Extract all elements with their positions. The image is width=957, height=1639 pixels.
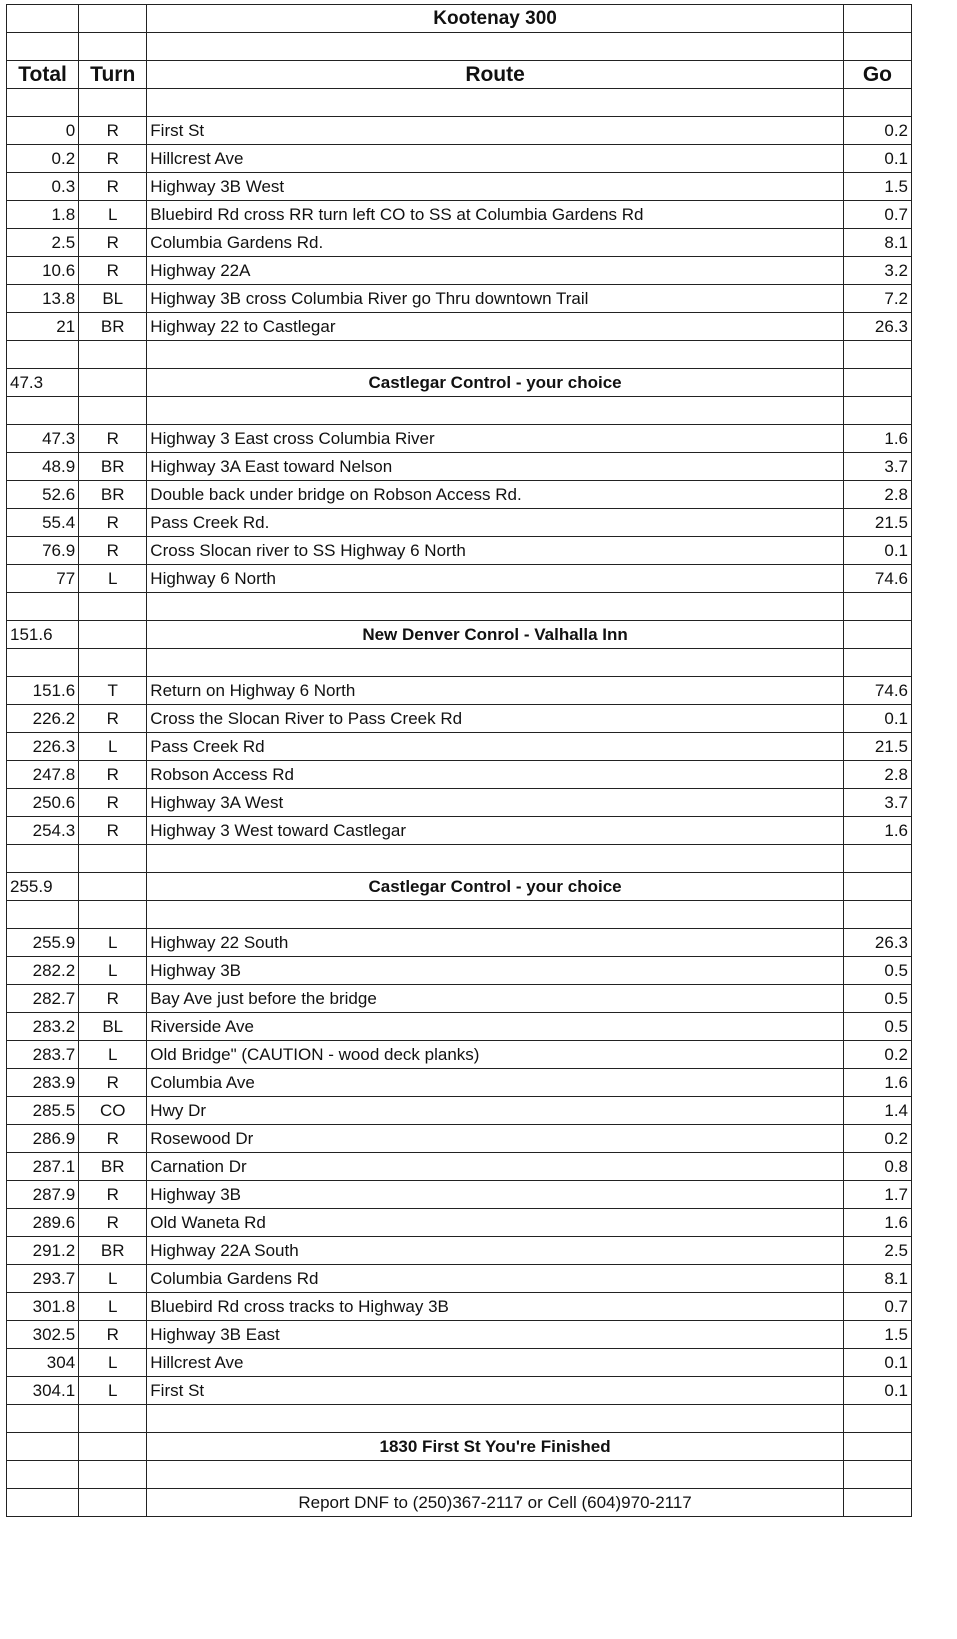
empty-cell [147,397,844,425]
spacer-row [7,1461,912,1489]
leg-distance: 74.6 [843,677,911,705]
cue-row [7,453,912,481]
control-name: 1830 First St You're Finished [147,1433,844,1461]
route-instruction: Highway 22 to Castlegar [147,313,844,341]
total-distance: 255.9 [7,929,79,957]
leg-distance: 0.1 [843,1349,911,1377]
cue-row [7,481,912,509]
total-distance: 254.3 [7,817,79,845]
cue-row [7,425,912,453]
cue-row [7,1153,912,1181]
empty-cell [147,1405,844,1433]
leg-distance: 0.7 [843,1293,911,1321]
turn-direction: L [79,201,147,229]
total-distance: 13.8 [7,285,79,313]
empty-cell [7,341,79,369]
cue-sheet-body [7,5,912,1517]
control-row [7,1433,912,1461]
empty-cell [843,649,911,677]
leg-distance: 1.7 [843,1181,911,1209]
leg-distance: 0.1 [843,705,911,733]
total-distance: 287.1 [7,1153,79,1181]
route-instruction: Highway 3B cross Columbia River go Thru downtown Trail [147,285,844,313]
total-distance: 76.9 [7,537,79,565]
total-distance: 10.6 [7,257,79,285]
total-distance: 304.1 [7,1377,79,1405]
header-row [7,61,912,89]
empty-cell [843,1433,911,1461]
cue-row [7,1321,912,1349]
route-instruction: Columbia Ave [147,1069,844,1097]
empty-cell [7,33,79,61]
cue-row [7,1069,912,1097]
leg-distance: 0.1 [843,1377,911,1405]
empty-cell [79,1433,147,1461]
route-instruction: Columbia Gardens Rd. [147,229,844,257]
empty-cell [843,33,911,61]
cue-row [7,565,912,593]
cue-row [7,229,912,257]
turn-direction: R [79,117,147,145]
route-instruction: First St [147,117,844,145]
cue-row [7,257,912,285]
empty-cell [147,1461,844,1489]
spacer-row [7,593,912,621]
cue-row [7,1293,912,1321]
leg-distance: 8.1 [843,229,911,257]
empty-cell [79,33,147,61]
route-instruction: Hwy Dr [147,1097,844,1125]
leg-distance: 8.1 [843,1265,911,1293]
cue-row [7,733,912,761]
route-instruction: Rosewood Dr [147,1125,844,1153]
total-distance: 282.7 [7,985,79,1013]
leg-distance: 1.6 [843,425,911,453]
cue-row [7,957,912,985]
empty-cell [843,1489,911,1517]
total-distance: 287.9 [7,1181,79,1209]
route-instruction: Robson Access Rd [147,761,844,789]
total-distance: 304 [7,1349,79,1377]
empty-cell [147,593,844,621]
total-distance: 151.6 [7,677,79,705]
empty-cell [147,89,844,117]
total-distance: 1.8 [7,201,79,229]
route-instruction: Riverside Ave [147,1013,844,1041]
empty-cell [7,1489,79,1517]
empty-cell [843,621,911,649]
turn-direction: R [79,1069,147,1097]
total-distance: 226.3 [7,733,79,761]
route-instruction: Cross Slocan river to SS Highway 6 North [147,537,844,565]
cue-row [7,201,912,229]
turn-direction: R [79,985,147,1013]
leg-distance: 2.5 [843,1237,911,1265]
total-distance: 250.6 [7,789,79,817]
route-instruction: Pass Creek Rd. [147,509,844,537]
empty-cell [7,1405,79,1433]
turn-direction: BR [79,481,147,509]
total-distance: 286.9 [7,1125,79,1153]
empty-cell [147,341,844,369]
route-instruction: Old Bridge" (CAUTION - wood deck planks) [147,1041,844,1069]
header-total: Total [7,61,79,89]
total-distance: 21 [7,313,79,341]
empty-cell [843,845,911,873]
leg-distance: 74.6 [843,565,911,593]
empty-cell [147,649,844,677]
empty-cell [79,901,147,929]
leg-distance: 1.6 [843,1209,911,1237]
total-distance: 293.7 [7,1265,79,1293]
empty-cell [843,901,911,929]
cue-row [7,1237,912,1265]
spacer-row [7,649,912,677]
empty-cell [843,1461,911,1489]
total-distance: 247.8 [7,761,79,789]
cue-row [7,1041,912,1069]
leg-distance: 3.7 [843,789,911,817]
empty-cell [7,1461,79,1489]
total-distance: 77 [7,565,79,593]
route-instruction: Highway 3 West toward Castlegar [147,817,844,845]
control-name: Castlegar Control - your choice [147,873,844,901]
total-distance: 285.5 [7,1097,79,1125]
turn-direction: BR [79,453,147,481]
turn-direction: R [79,257,147,285]
leg-distance: 1.4 [843,1097,911,1125]
control-name: New Denver Conrol - Valhalla Inn [147,621,844,649]
turn-direction: L [79,1293,147,1321]
route-instruction: Old Waneta Rd [147,1209,844,1237]
leg-distance: 0.8 [843,1153,911,1181]
total-distance: 48.9 [7,453,79,481]
title-row [7,5,912,33]
header-go: Go [843,61,911,89]
cue-row [7,285,912,313]
empty-cell [147,33,844,61]
turn-direction: R [79,1321,147,1349]
empty-cell [79,89,147,117]
turn-direction: T [79,677,147,705]
turn-direction: L [79,733,147,761]
cue-row [7,789,912,817]
turn-direction: R [79,509,147,537]
route-instruction: Highway 3A West [147,789,844,817]
turn-direction: R [79,229,147,257]
turn-direction: L [79,565,147,593]
route-instruction: Highway 22 South [147,929,844,957]
cue-row [7,1181,912,1209]
total-distance: 301.8 [7,1293,79,1321]
turn-direction: BR [79,1237,147,1265]
total-distance: 283.9 [7,1069,79,1097]
control-row [7,621,912,649]
route-instruction: Highway 3A East toward Nelson [147,453,844,481]
title-cell-empty [79,5,147,33]
turn-direction: R [79,1209,147,1237]
cue-row [7,1265,912,1293]
route-instruction: Highway 22A South [147,1237,844,1265]
route-instruction: Highway 3B East [147,1321,844,1349]
cue-row [7,537,912,565]
route-instruction: Pass Creek Rd [147,733,844,761]
control-name: Castlegar Control - your choice [147,369,844,397]
cue-row [7,985,912,1013]
route-instruction: Cross the Slocan River to Pass Creek Rd [147,705,844,733]
dnf-report-note: Report DNF to (250)367-2117 or Cell (604)970-2117 [147,1489,844,1517]
empty-cell [7,845,79,873]
turn-direction: R [79,173,147,201]
empty-cell [7,89,79,117]
turn-direction: L [79,1377,147,1405]
cue-row [7,1013,912,1041]
turn-direction: L [79,929,147,957]
total-distance: 289.6 [7,1209,79,1237]
leg-distance: 26.3 [843,313,911,341]
spacer-row [7,845,912,873]
total-distance: 2.5 [7,229,79,257]
leg-distance: 26.3 [843,929,911,957]
spacer-row [7,341,912,369]
empty-cell [79,1489,147,1517]
route-instruction: Highway 3B [147,957,844,985]
turn-direction: L [79,1041,147,1069]
cue-row [7,705,912,733]
route-instruction: Highway 6 North [147,565,844,593]
cue-row [7,1097,912,1125]
cue-row [7,173,912,201]
empty-cell [843,593,911,621]
spacer-row [7,89,912,117]
spacer-row [7,1405,912,1433]
empty-cell [79,369,147,397]
total-distance: 52.6 [7,481,79,509]
empty-cell [79,845,147,873]
turn-direction: R [79,145,147,173]
empty-cell [79,397,147,425]
control-row [7,873,912,901]
spacer-row [7,33,912,61]
turn-direction: BL [79,285,147,313]
leg-distance: 1.6 [843,1069,911,1097]
total-distance: 282.2 [7,957,79,985]
empty-cell [7,397,79,425]
leg-distance: 0.5 [843,985,911,1013]
control-row [7,369,912,397]
empty-cell [843,1405,911,1433]
spacer-row [7,397,912,425]
empty-cell [7,593,79,621]
total-distance: 226.2 [7,705,79,733]
turn-direction: R [79,789,147,817]
leg-distance: 1.6 [843,817,911,845]
title-cell-empty [843,5,911,33]
turn-direction: R [79,1181,147,1209]
turn-direction: CO [79,1097,147,1125]
turn-direction: BR [79,1153,147,1181]
title-cell-empty [7,5,79,33]
empty-cell [79,593,147,621]
total-distance: 0 [7,117,79,145]
cue-row [7,1349,912,1377]
route-instruction: Bluebird Rd cross RR turn left CO to SS at Columbia Gardens Rd [147,201,844,229]
turn-direction: BR [79,313,147,341]
cue-row [7,929,912,957]
route-instruction: Hillcrest Ave [147,1349,844,1377]
empty-cell [843,369,911,397]
turn-direction: BL [79,1013,147,1041]
empty-cell [79,873,147,901]
empty-cell [843,397,911,425]
empty-cell [843,89,911,117]
control-distance: 47.3 [7,369,79,397]
leg-distance: 0.2 [843,117,911,145]
sheet-title: Kootenay 300 [147,5,844,33]
leg-distance: 3.2 [843,257,911,285]
empty-cell [79,621,147,649]
leg-distance: 0.7 [843,201,911,229]
leg-distance: 0.5 [843,957,911,985]
route-instruction: Hillcrest Ave [147,145,844,173]
leg-distance: 21.5 [843,733,911,761]
leg-distance: 0.1 [843,537,911,565]
turn-direction: R [79,705,147,733]
empty-cell [147,845,844,873]
route-instruction: Highway 22A [147,257,844,285]
total-distance: 0.3 [7,173,79,201]
turn-direction: L [79,1349,147,1377]
total-distance: 0.2 [7,145,79,173]
route-instruction: Highway 3B [147,1181,844,1209]
route-instruction: Columbia Gardens Rd [147,1265,844,1293]
route-instruction: Bluebird Rd cross tracks to Highway 3B [147,1293,844,1321]
empty-cell [843,341,911,369]
total-distance: 47.3 [7,425,79,453]
total-distance: 291.2 [7,1237,79,1265]
control-distance: 255.9 [7,873,79,901]
footer-row [7,1489,912,1517]
spacer-row [7,901,912,929]
total-distance: 283.2 [7,1013,79,1041]
cue-row [7,761,912,789]
empty-cell [79,1405,147,1433]
cue-row [7,117,912,145]
leg-distance: 2.8 [843,481,911,509]
cue-row [7,1209,912,1237]
turn-direction: R [79,425,147,453]
leg-distance: 0.2 [843,1125,911,1153]
cue-row [7,313,912,341]
empty-cell [79,1461,147,1489]
route-instruction: Highway 3B West [147,173,844,201]
cue-row [7,145,912,173]
cue-row [7,1377,912,1405]
total-distance: 302.5 [7,1321,79,1349]
header-route: Route [147,61,844,89]
leg-distance: 0.2 [843,1041,911,1069]
leg-distance: 7.2 [843,285,911,313]
turn-direction: R [79,537,147,565]
leg-distance: 1.5 [843,173,911,201]
empty-cell [79,649,147,677]
route-instruction: First St [147,1377,844,1405]
cue-row [7,677,912,705]
leg-distance: 21.5 [843,509,911,537]
turn-direction: R [79,761,147,789]
control-distance: 151.6 [7,621,79,649]
empty-cell [79,341,147,369]
cue-row [7,1125,912,1153]
control-distance [7,1433,79,1461]
header-turn: Turn [79,61,147,89]
total-distance: 283.7 [7,1041,79,1069]
leg-distance: 2.8 [843,761,911,789]
route-instruction: Carnation Dr [147,1153,844,1181]
cue-row [7,509,912,537]
route-instruction: Bay Ave just before the bridge [147,985,844,1013]
empty-cell [843,873,911,901]
total-distance: 55.4 [7,509,79,537]
turn-direction: L [79,1265,147,1293]
empty-cell [147,901,844,929]
cue-row [7,817,912,845]
route-instruction: Double back under bridge on Robson Access Rd. [147,481,844,509]
turn-direction: R [79,817,147,845]
leg-distance: 0.5 [843,1013,911,1041]
leg-distance: 1.5 [843,1321,911,1349]
empty-cell [7,901,79,929]
cue-sheet-table [6,4,912,1517]
route-instruction: Return on Highway 6 North [147,677,844,705]
empty-cell [7,649,79,677]
turn-direction: R [79,1125,147,1153]
turn-direction: L [79,957,147,985]
leg-distance: 0.1 [843,145,911,173]
leg-distance: 3.7 [843,453,911,481]
route-instruction: Highway 3 East cross Columbia River [147,425,844,453]
